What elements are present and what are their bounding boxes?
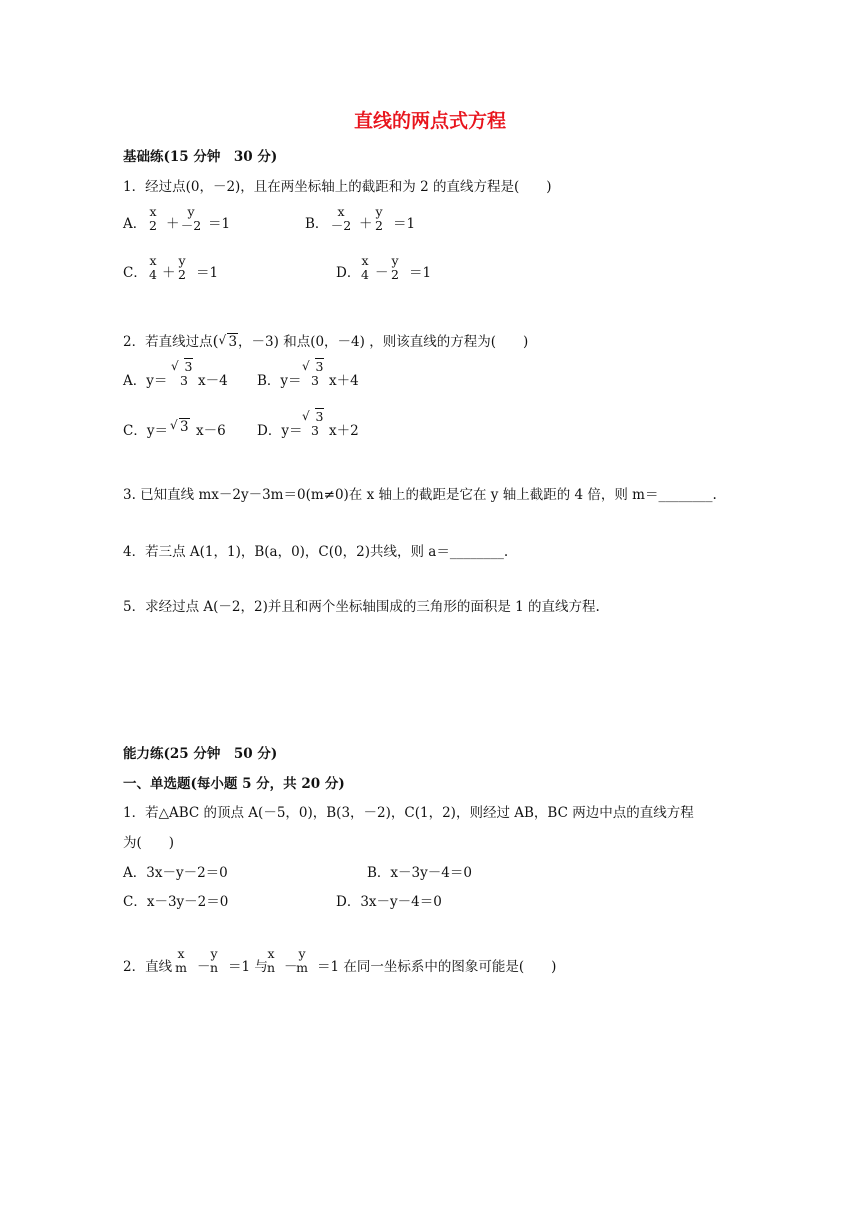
basic-q3: 3. 已知直线 mx－2y－3m＝0(m≠0)在 x 轴上的截距是它在 y 轴上截距的 4 倍，则 m＝________. bbox=[123, 487, 717, 503]
stem-text: 和点 bbox=[283, 334, 311, 350]
paren: ( bbox=[212, 332, 219, 350]
basic-q1-stem: 1．经过点(0，－2)，且在两坐标轴上的截距和为 2 的直线方程是( ) bbox=[123, 179, 552, 195]
fraction: x m bbox=[175, 946, 187, 975]
basic-section-heading: 基础练(15 分钟 30 分) bbox=[123, 149, 278, 165]
ability-q1-option-a: A．3x－y－2＝0 bbox=[123, 865, 228, 881]
fraction: y n bbox=[209, 946, 219, 975]
basic-q4: 4．若三点 A(1，1)，B(a，0)，C(0，2)共线，则 a＝________. bbox=[123, 544, 509, 560]
fraction: √ 3 3 bbox=[302, 410, 328, 438]
equals: ＝1 bbox=[409, 265, 432, 281]
operator: － bbox=[375, 265, 389, 281]
option-label: C．y＝ bbox=[123, 423, 168, 439]
fraction: x －2 bbox=[330, 204, 352, 233]
fraction: √ 3 3 bbox=[302, 360, 328, 388]
point: (0，－4) bbox=[310, 334, 365, 350]
option-label: D．y＝ bbox=[257, 423, 303, 439]
fraction: y 2 bbox=[178, 253, 186, 282]
single-choice-heading: 一、单选题(每小题 5 分，共 20 分) bbox=[123, 776, 345, 792]
option-label: A． bbox=[123, 216, 147, 232]
ability-q1-stem-line2: 为( ) bbox=[123, 835, 175, 851]
equals: ＝1 bbox=[196, 265, 219, 281]
sqrt-symbol: √ 3 bbox=[170, 419, 190, 435]
fraction: x n bbox=[266, 946, 276, 975]
option-label: B． bbox=[305, 216, 329, 232]
operator: － bbox=[284, 959, 298, 975]
operator: － bbox=[197, 959, 211, 975]
ability-q1-option-d: D．3x－y－4＝0 bbox=[336, 894, 442, 910]
fraction: x 4 bbox=[361, 253, 369, 282]
fraction: y －2 bbox=[180, 204, 202, 233]
ability-q1-option-b: B．x－3y－4＝0 bbox=[367, 865, 472, 881]
ability-q1-option-c: C．x－3y－2＝0 bbox=[123, 894, 229, 910]
fraction: y 2 bbox=[375, 204, 383, 233]
point-rest: ，－3) bbox=[238, 334, 279, 350]
operator: ＋ bbox=[162, 265, 176, 281]
option-label: A．y＝ bbox=[123, 373, 168, 389]
option-label: B．y＝ bbox=[257, 373, 302, 389]
sqrt-symbol: √ 3 bbox=[218, 334, 238, 350]
ability-section-heading: 能力练(25 分钟 50 分) bbox=[123, 746, 278, 762]
fraction: y m bbox=[296, 946, 308, 975]
basic-q5: 5．求经过点 A(－2，2)并且和两个坐标轴围成的三角形的面积是 1 的直线方程. bbox=[123, 599, 600, 615]
fraction: y 2 bbox=[391, 253, 399, 282]
page-title: 直线的两点式方程 bbox=[353, 110, 506, 132]
expr-tail: x＋4 bbox=[329, 373, 359, 389]
expr-tail: x－6 bbox=[196, 423, 226, 439]
stem-text: ＝1 在同一坐标系中的图象可能是( ) bbox=[317, 959, 557, 975]
option-label: C． bbox=[123, 265, 147, 281]
equals: ＝1 bbox=[208, 216, 231, 232]
operator: ＋ bbox=[166, 216, 180, 232]
stem-text: 2．若直线过点 bbox=[123, 334, 213, 350]
stem-text: ＝1 与 bbox=[228, 959, 268, 975]
stem-text: ，则该直线的方程为( ) bbox=[369, 334, 529, 350]
fraction: √ 3 3 bbox=[171, 360, 197, 388]
ability-q1-stem-line1: 1．若△ABC 的顶点 A(－5，0)，B(3，－2)，C(1，2)，则经过 AB，BC 两边中点的直线方程 bbox=[123, 805, 694, 821]
basic-q2-stem bbox=[123, 330, 528, 350]
fraction: x 4 bbox=[149, 253, 157, 282]
expr-tail: x－4 bbox=[198, 373, 228, 389]
fraction: x 2 bbox=[149, 204, 157, 233]
stem-text: 2．直线 bbox=[123, 959, 173, 975]
equals: ＝1 bbox=[393, 216, 416, 232]
expr-tail: x＋2 bbox=[329, 423, 359, 439]
operator: ＋ bbox=[359, 216, 373, 232]
option-label: D． bbox=[336, 265, 361, 281]
